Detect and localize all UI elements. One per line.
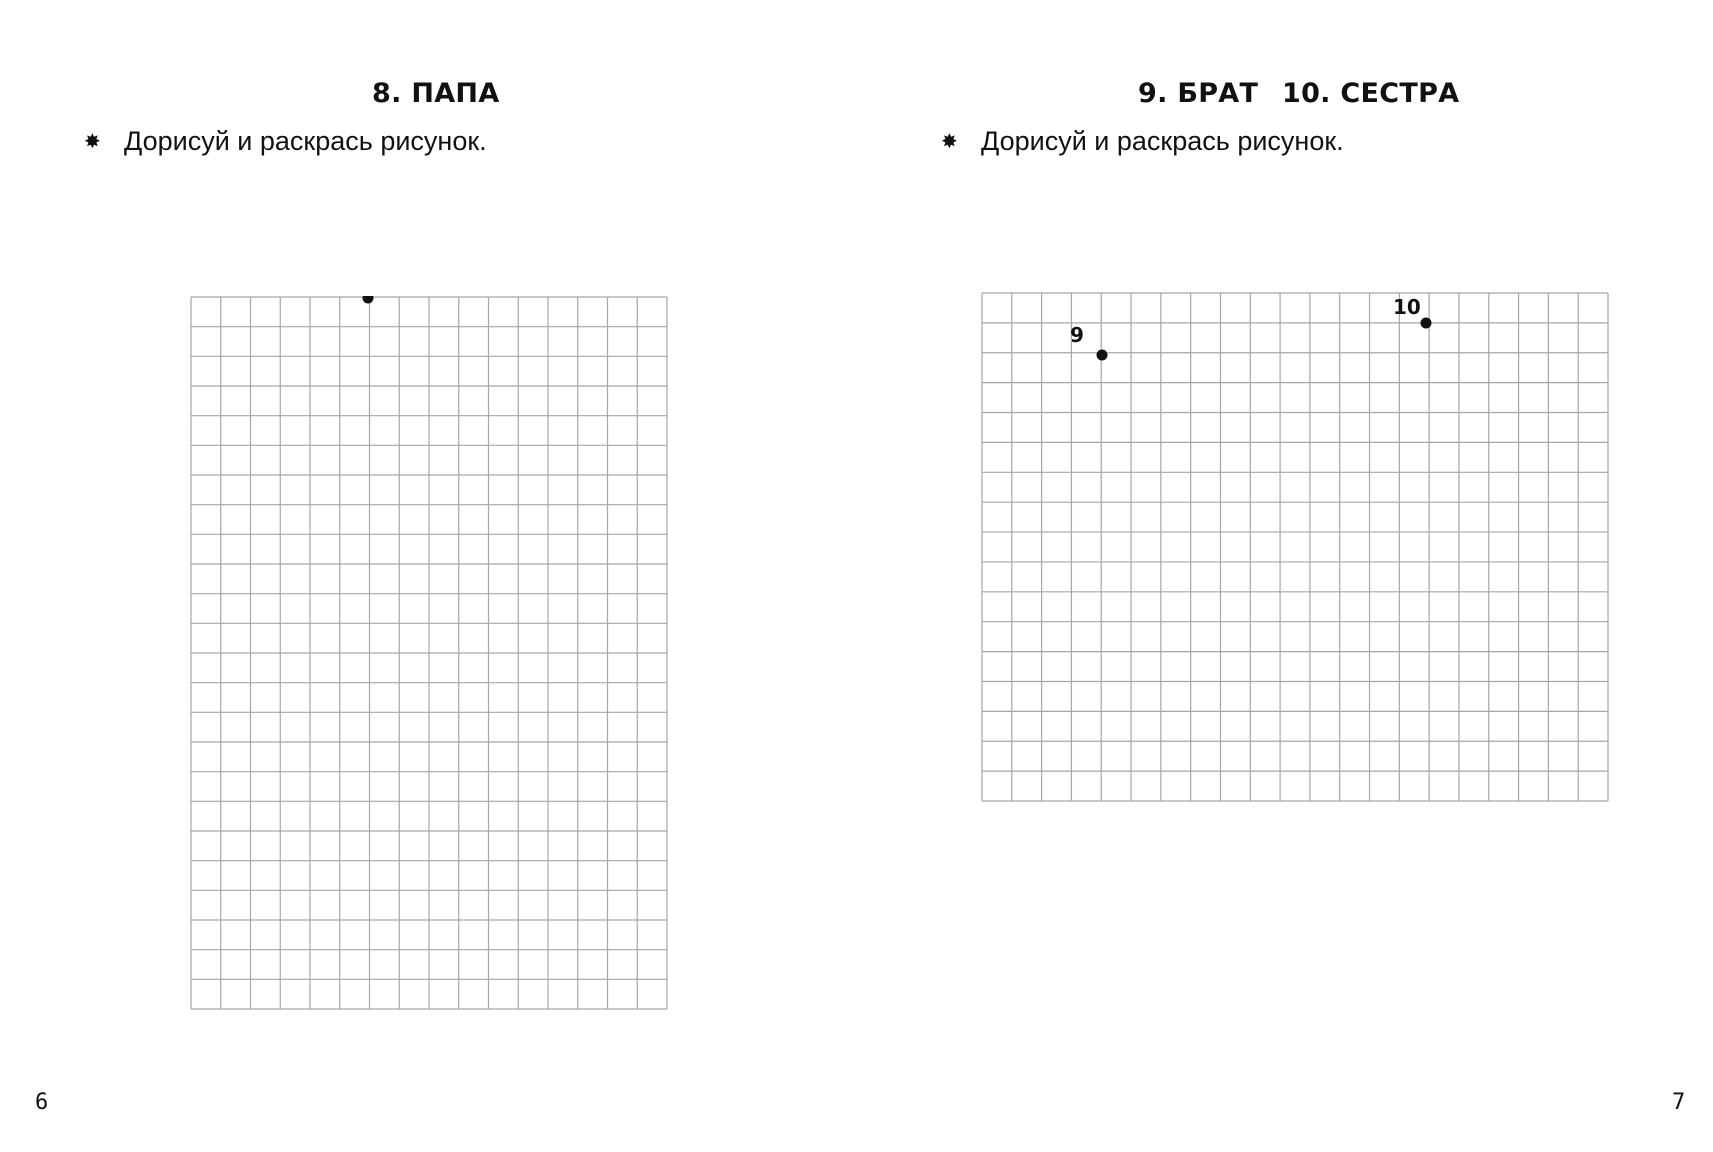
- left-page: [0, 0, 856, 1152]
- exercise-title-brat: 9. БРАТ: [1138, 78, 1259, 109]
- exercise-title-papa: 8. ПАПА: [372, 78, 500, 109]
- instruction: [941, 126, 1344, 157]
- start-dot-9: [1097, 350, 1108, 361]
- drawing-grid-papa[interactable]: [190, 296, 668, 1010]
- page-number: 7: [1672, 1090, 1686, 1115]
- star-icon: ✸: [84, 131, 101, 153]
- start-dot: [363, 296, 374, 304]
- dot-label-9: 9: [1070, 323, 1084, 347]
- exercise-title-sestra: 10. СЕСТРА: [1282, 78, 1460, 109]
- instruction: [84, 126, 487, 157]
- instruction-text: Дорисуй и раскрась рисунок.: [981, 126, 1344, 156]
- star-icon: ✸: [941, 131, 958, 153]
- page-number: 6: [35, 1090, 49, 1115]
- instruction-text: Дорисуй и раскрась рисунок.: [124, 126, 487, 156]
- right-page: [856, 0, 1713, 1152]
- dot-label-10: 10: [1393, 295, 1421, 319]
- drawing-grid-brat-sestra[interactable]: [981, 292, 1609, 802]
- start-dot-10: [1421, 318, 1432, 329]
